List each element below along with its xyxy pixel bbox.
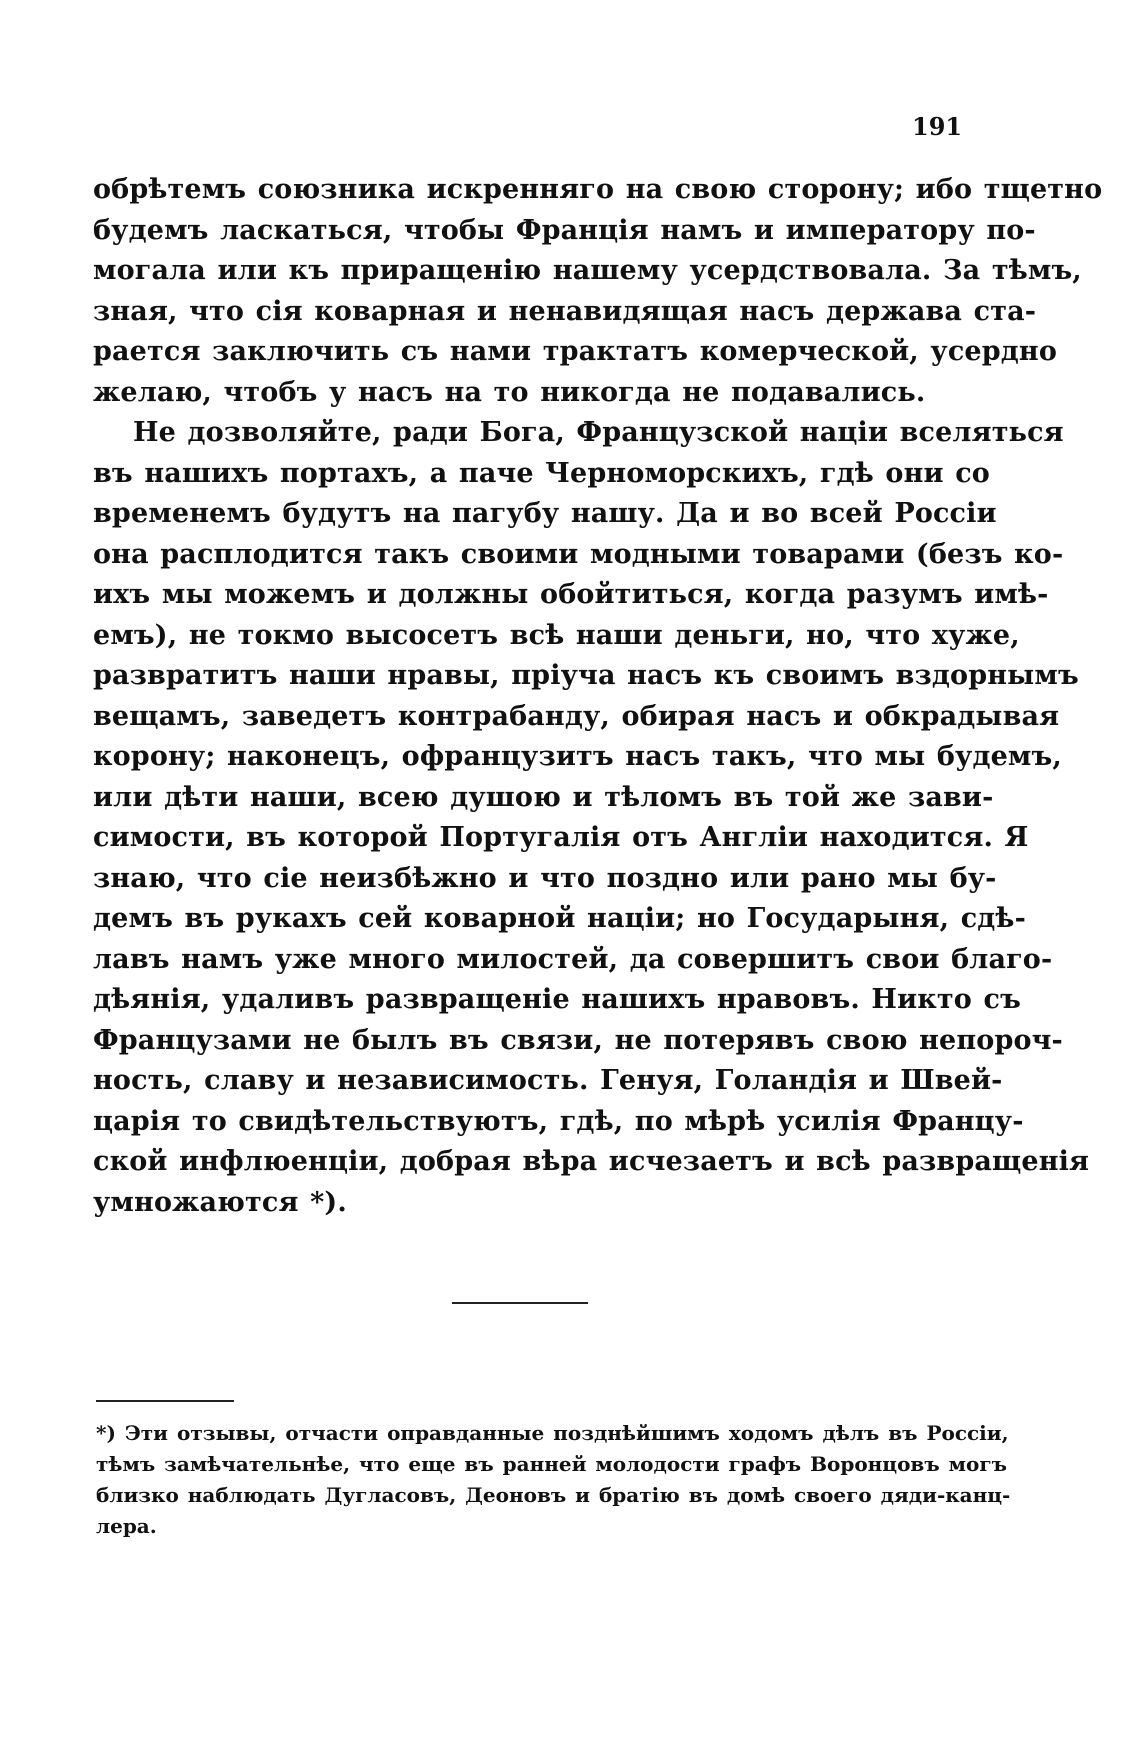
text-line: ской инфлюенціи, добрая вѣра исчезаетъ и всѣ развращенія xyxy=(93,1146,1090,1177)
footnote-rule xyxy=(96,1400,234,1402)
text-line: желаю, чтобъ у насъ на то никогда не подавались. xyxy=(93,376,926,408)
text-line: обрѣтемъ союзника искренняго на свою сторону; ибо тщетно xyxy=(93,174,1103,205)
text-line: царія то свидѣтельствуютъ, гдѣ, по мѣрѣ усилія Францу- xyxy=(93,1105,1024,1137)
text-line: она расплодится такъ своими модными товарами (безъ ко- xyxy=(93,538,1064,570)
text-line: ихъ мы можемъ и должны обойтиться, когда разумъ имѣ- xyxy=(93,579,1049,610)
text-line: знаю, что сіе неизбѣжно и что поздно или рано мы бу- xyxy=(93,862,997,894)
text-line: развратитъ наши нравы, пріуча насъ къ своимъ вздорнымъ xyxy=(93,660,1079,691)
footnote-line: лера. xyxy=(96,1514,157,1538)
footnote-line: близко наблюдать Дугласовъ, Деоновъ и братію въ домѣ своего дяди-канц- xyxy=(96,1483,1011,1507)
footnote-line: *) Эти отзывы, отчасти оправданные позднѣйшимъ ходомъ дѣлъ въ Россіи, xyxy=(96,1421,1009,1445)
text-line: вещамъ, заведетъ контрабанду, обирая насъ и обкрадывая xyxy=(93,700,1060,732)
text-line: симости, въ которой Португалія отъ Англіи находится. Я xyxy=(93,822,1029,853)
text-line: или дѣти наши, всею душою и тѣломъ въ той же зави- xyxy=(93,781,994,813)
text-line: рается заключить съ нами трактатъ комерческой, усердно xyxy=(93,336,1057,367)
text-line: демъ въ рукахъ сей коварной націи; но Государыня, сдѣ- xyxy=(93,903,1026,934)
text-line: ность, славу и независимость. Генуя, Голандія и Швей- xyxy=(93,1065,1003,1096)
text-line: умножаются *). xyxy=(93,1186,347,1218)
text-line: въ нашихъ портахъ, а паче Черноморскихъ, гдѣ они со xyxy=(93,457,990,489)
text-line: Не дозволяйте, ради Бога, Французской націи вселяться xyxy=(133,417,1064,448)
text-line: временемъ будутъ на пагубу нашу. Да и во всей Россіи xyxy=(93,498,997,529)
body-text xyxy=(93,170,1103,1223)
text-line: лавъ намъ уже много милостей, да совершитъ свои благо- xyxy=(93,943,1053,975)
footnote-line: тѣмъ замѣчательнѣе, что еще въ ранней молодости графъ Воронцовъ могъ xyxy=(96,1452,1007,1476)
text-line: корону; наконецъ, офранцузитъ насъ такъ, что мы будемъ, xyxy=(93,741,1062,772)
page-number: 191 xyxy=(912,112,963,141)
footnote xyxy=(96,1418,1011,1542)
text-line: будемъ ласкаться, чтобы Францiя намъ и императору по- xyxy=(93,214,1036,246)
text-line: зная, что сiя коварная и ненавидящая насъ держава ста- xyxy=(93,295,1037,327)
text-line: Французами не былъ въ связи, не потерявъ свою непороч- xyxy=(93,1024,1063,1056)
text-line: могала или къ приращенiю нашему усердствовала. За тѣмъ, xyxy=(93,255,1082,286)
section-divider xyxy=(452,1302,588,1304)
text-line: дѣянія, удаливъ развращеніе нашихъ нравовъ. Никто съ xyxy=(93,984,1021,1015)
text-line: емъ), не токмо высосетъ всѣ наши деньги, но, что хуже, xyxy=(93,619,1020,651)
